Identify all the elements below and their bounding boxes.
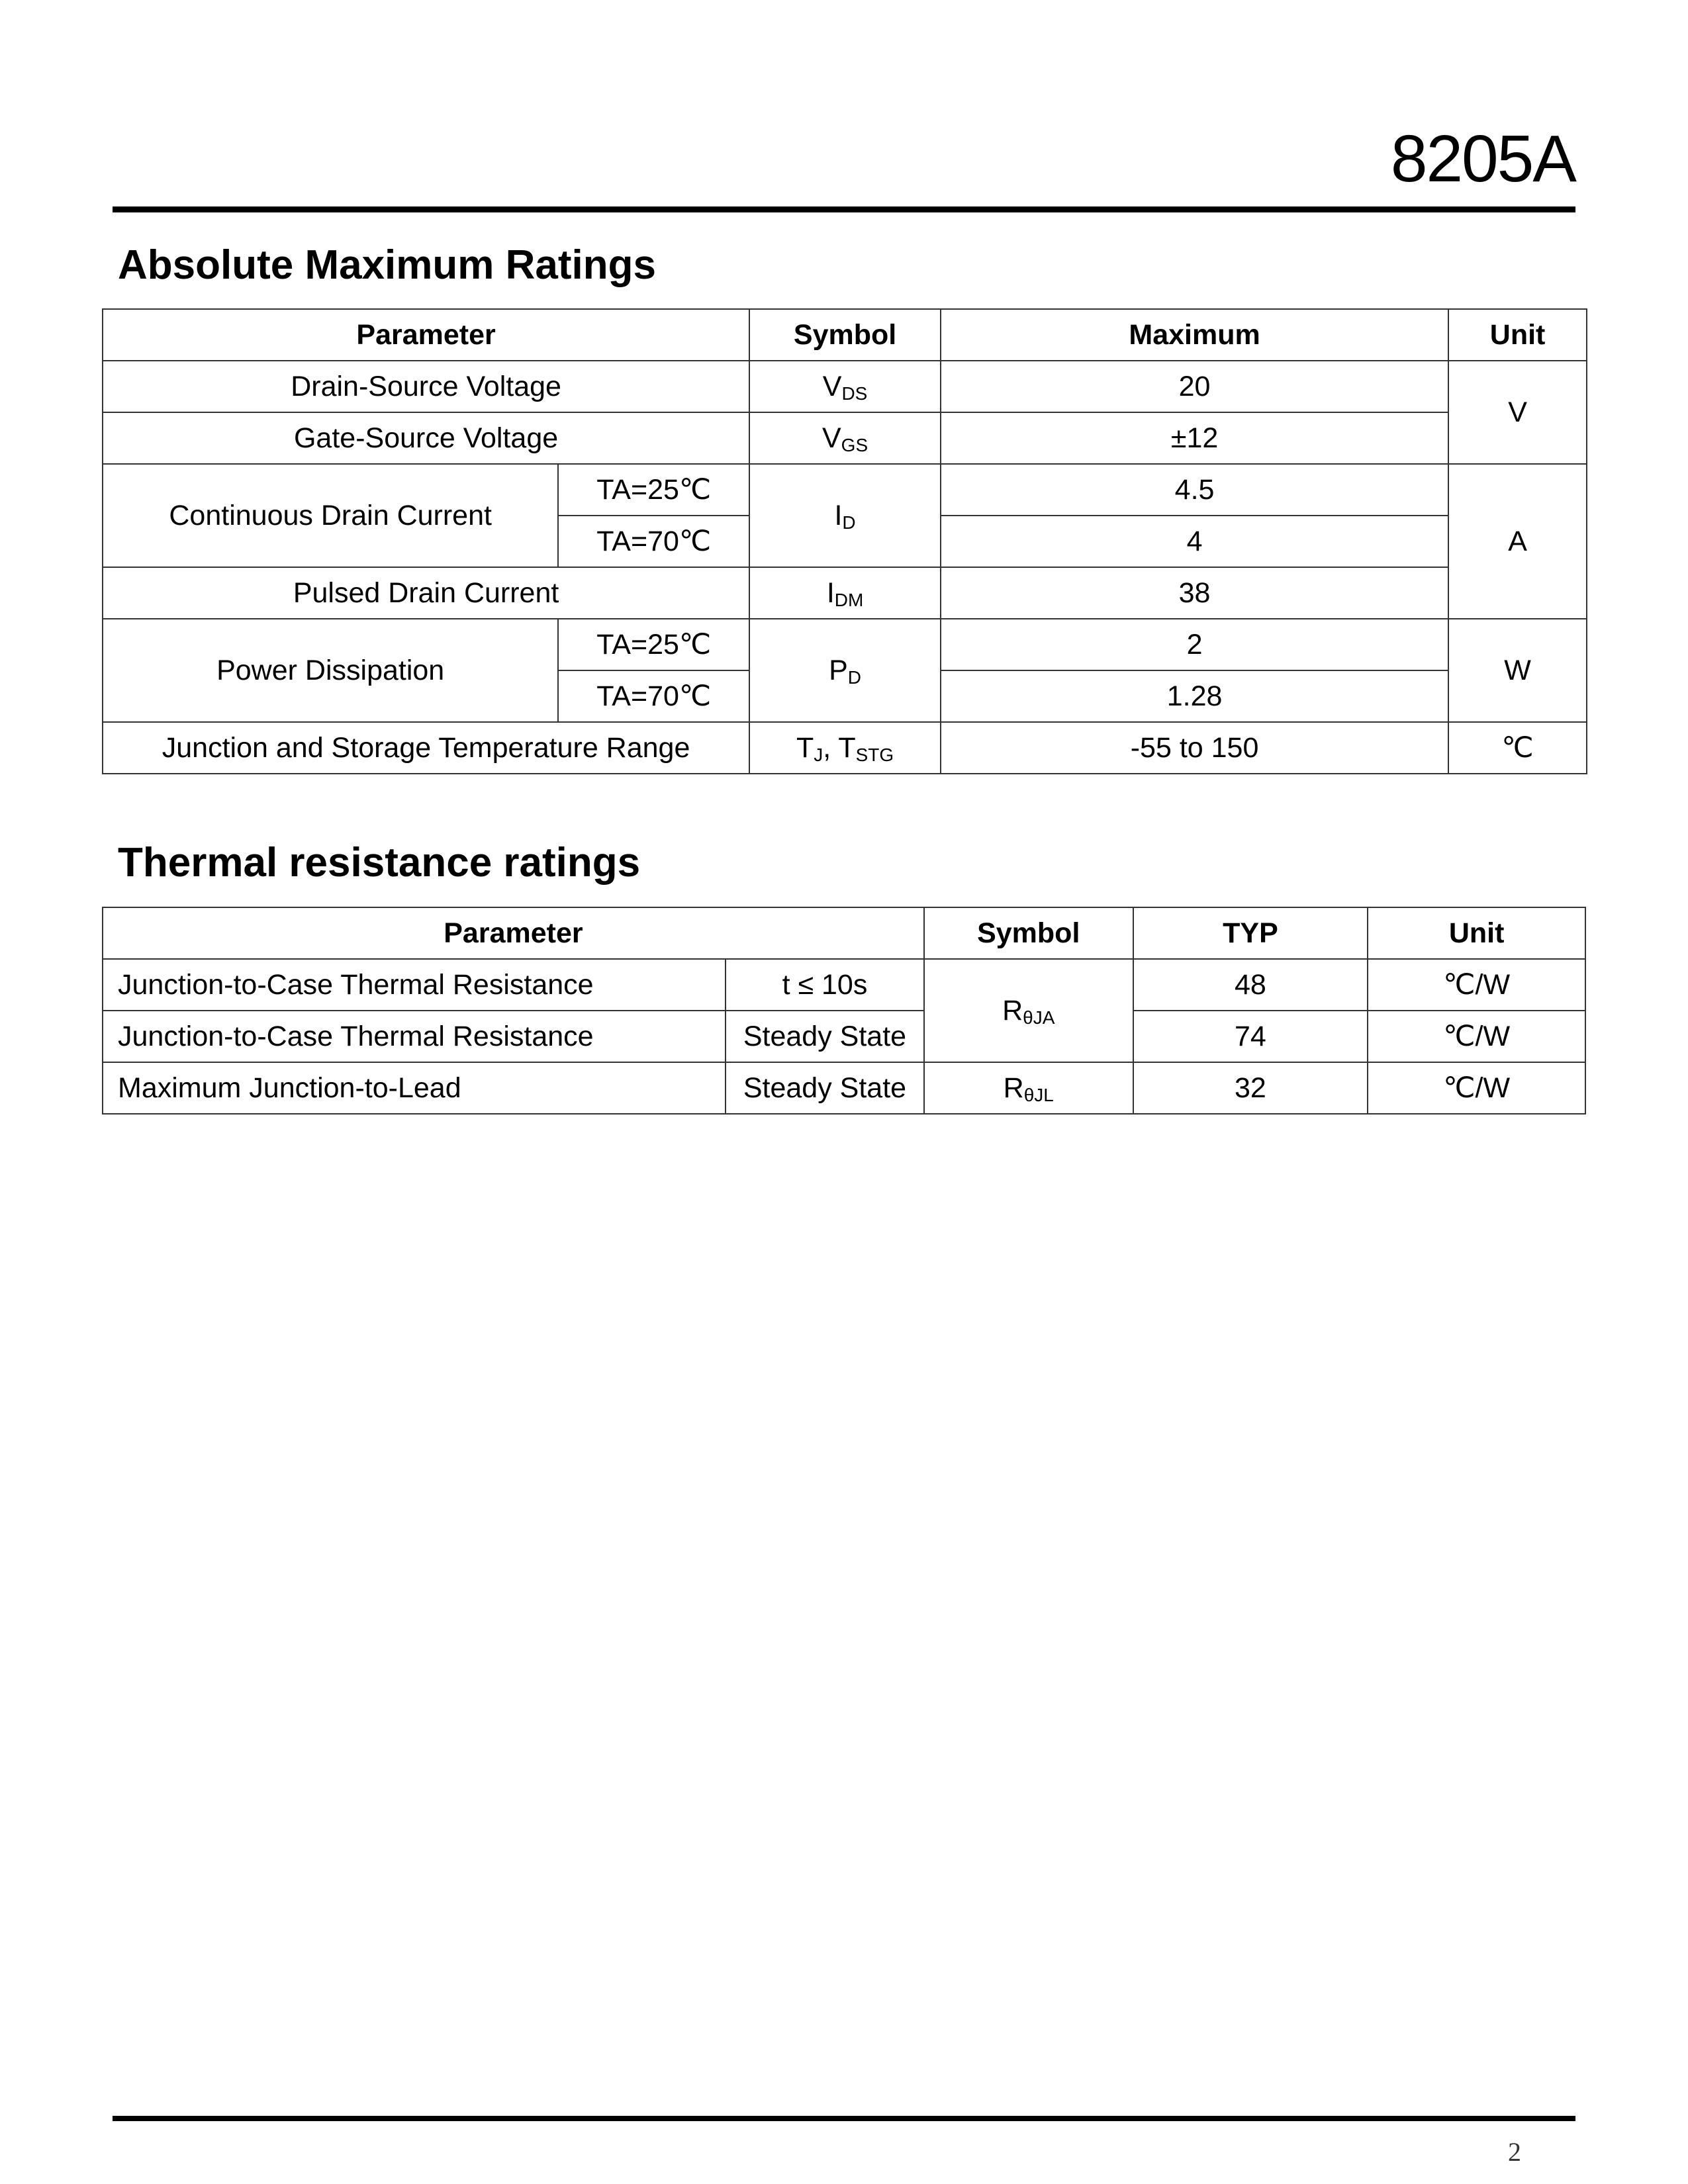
table-row: [103, 464, 1587, 516]
max-cell: 2: [941, 619, 1448, 670]
thermal-table: [102, 907, 1586, 1115]
page-number: 2: [1508, 2137, 1521, 2167]
table-row: [103, 959, 1585, 1011]
condition-cell: Steady State: [726, 1011, 924, 1062]
condition-cell: TA=25℃: [558, 464, 749, 516]
max-cell: 20: [941, 361, 1448, 412]
condition-cell: TA=70℃: [558, 516, 749, 567]
max-cell: ±12: [941, 412, 1448, 464]
header-symbol: Symbol: [924, 907, 1133, 959]
header-typ: TYP: [1133, 907, 1368, 959]
symbol-cell: $I_D$: [749, 464, 941, 567]
symbol-cell: $V_{DS}$: [749, 361, 941, 412]
typ-cell: 32: [1133, 1062, 1368, 1114]
param-cell: Pulsed Drain Current: [103, 567, 749, 619]
table-row: [103, 1062, 1585, 1114]
symbol-cell: $R_{\theta JA}$: [924, 959, 1133, 1062]
footer-rule: [113, 2116, 1575, 2121]
max-cell: 38: [941, 567, 1448, 619]
unit-cell: ℃/W: [1368, 1011, 1585, 1062]
max-cell: 4: [941, 516, 1448, 567]
param-cell: Drain-Source Voltage: [103, 361, 749, 412]
unit-cell: W: [1448, 619, 1587, 722]
symbol-cell: $V_{GS}$: [749, 412, 941, 464]
table-row: [103, 361, 1587, 412]
typ-cell: 48: [1133, 959, 1368, 1011]
typ-cell: 74: [1133, 1011, 1368, 1062]
symbol-cell: $I_{DM}$: [749, 567, 941, 619]
param-cell: Junction-to-Case Thermal Resistance: [103, 1011, 726, 1062]
param-cell: Junction-to-Case Thermal Resistance: [103, 959, 726, 1011]
condition-cell: Steady State: [726, 1062, 924, 1114]
table-header-row: [103, 309, 1587, 361]
param-cell: Junction and Storage Temperature Range: [103, 722, 749, 774]
header-parameter: Parameter: [103, 907, 924, 959]
condition-cell: t ≤ 10s: [726, 959, 924, 1011]
max-cell: -55 to 150: [941, 722, 1448, 774]
header-maximum: Maximum: [941, 309, 1448, 361]
condition-cell: TA=70℃: [558, 670, 749, 722]
max-cell: 1.28: [941, 670, 1448, 722]
param-cell: Continuous Drain Current: [103, 464, 558, 567]
unit-cell: ℃: [1448, 722, 1587, 774]
max-cell: 4.5: [941, 464, 1448, 516]
header-unit: Unit: [1448, 309, 1587, 361]
header-symbol: Symbol: [749, 309, 941, 361]
unit-cell: V: [1448, 361, 1587, 464]
table-row: [103, 1011, 1585, 1062]
table-row: [103, 412, 1587, 464]
header-unit: Unit: [1368, 907, 1585, 959]
abs-max-section-title: Absolute Maximum Ratings: [118, 242, 656, 288]
unit-cell: ℃/W: [1368, 959, 1585, 1011]
thermal-section-title: Thermal resistance ratings: [118, 840, 641, 886]
table-row: [103, 619, 1587, 670]
param-cell: Power Dissipation: [103, 619, 558, 722]
param-cell: Gate-Source Voltage: [103, 412, 749, 464]
param-cell: Maximum Junction-to-Lead: [103, 1062, 726, 1114]
table-header-row: [103, 907, 1585, 959]
symbol-cell: $R_{\theta JL}$: [924, 1062, 1133, 1114]
condition-cell: TA=25℃: [558, 619, 749, 670]
unit-cell: ℃/W: [1368, 1062, 1585, 1114]
symbol-cell: $P_D$: [749, 619, 941, 722]
part-number-title: 8205A: [1390, 122, 1575, 196]
header-rule: [113, 206, 1575, 212]
table-row: [103, 567, 1587, 619]
table-row: [103, 722, 1587, 774]
symbol-cell: $T_J$, $T_{STG}$: [749, 722, 941, 774]
header-parameter: Parameter: [103, 309, 749, 361]
abs-max-table: [102, 308, 1587, 774]
unit-cell: A: [1448, 464, 1587, 619]
